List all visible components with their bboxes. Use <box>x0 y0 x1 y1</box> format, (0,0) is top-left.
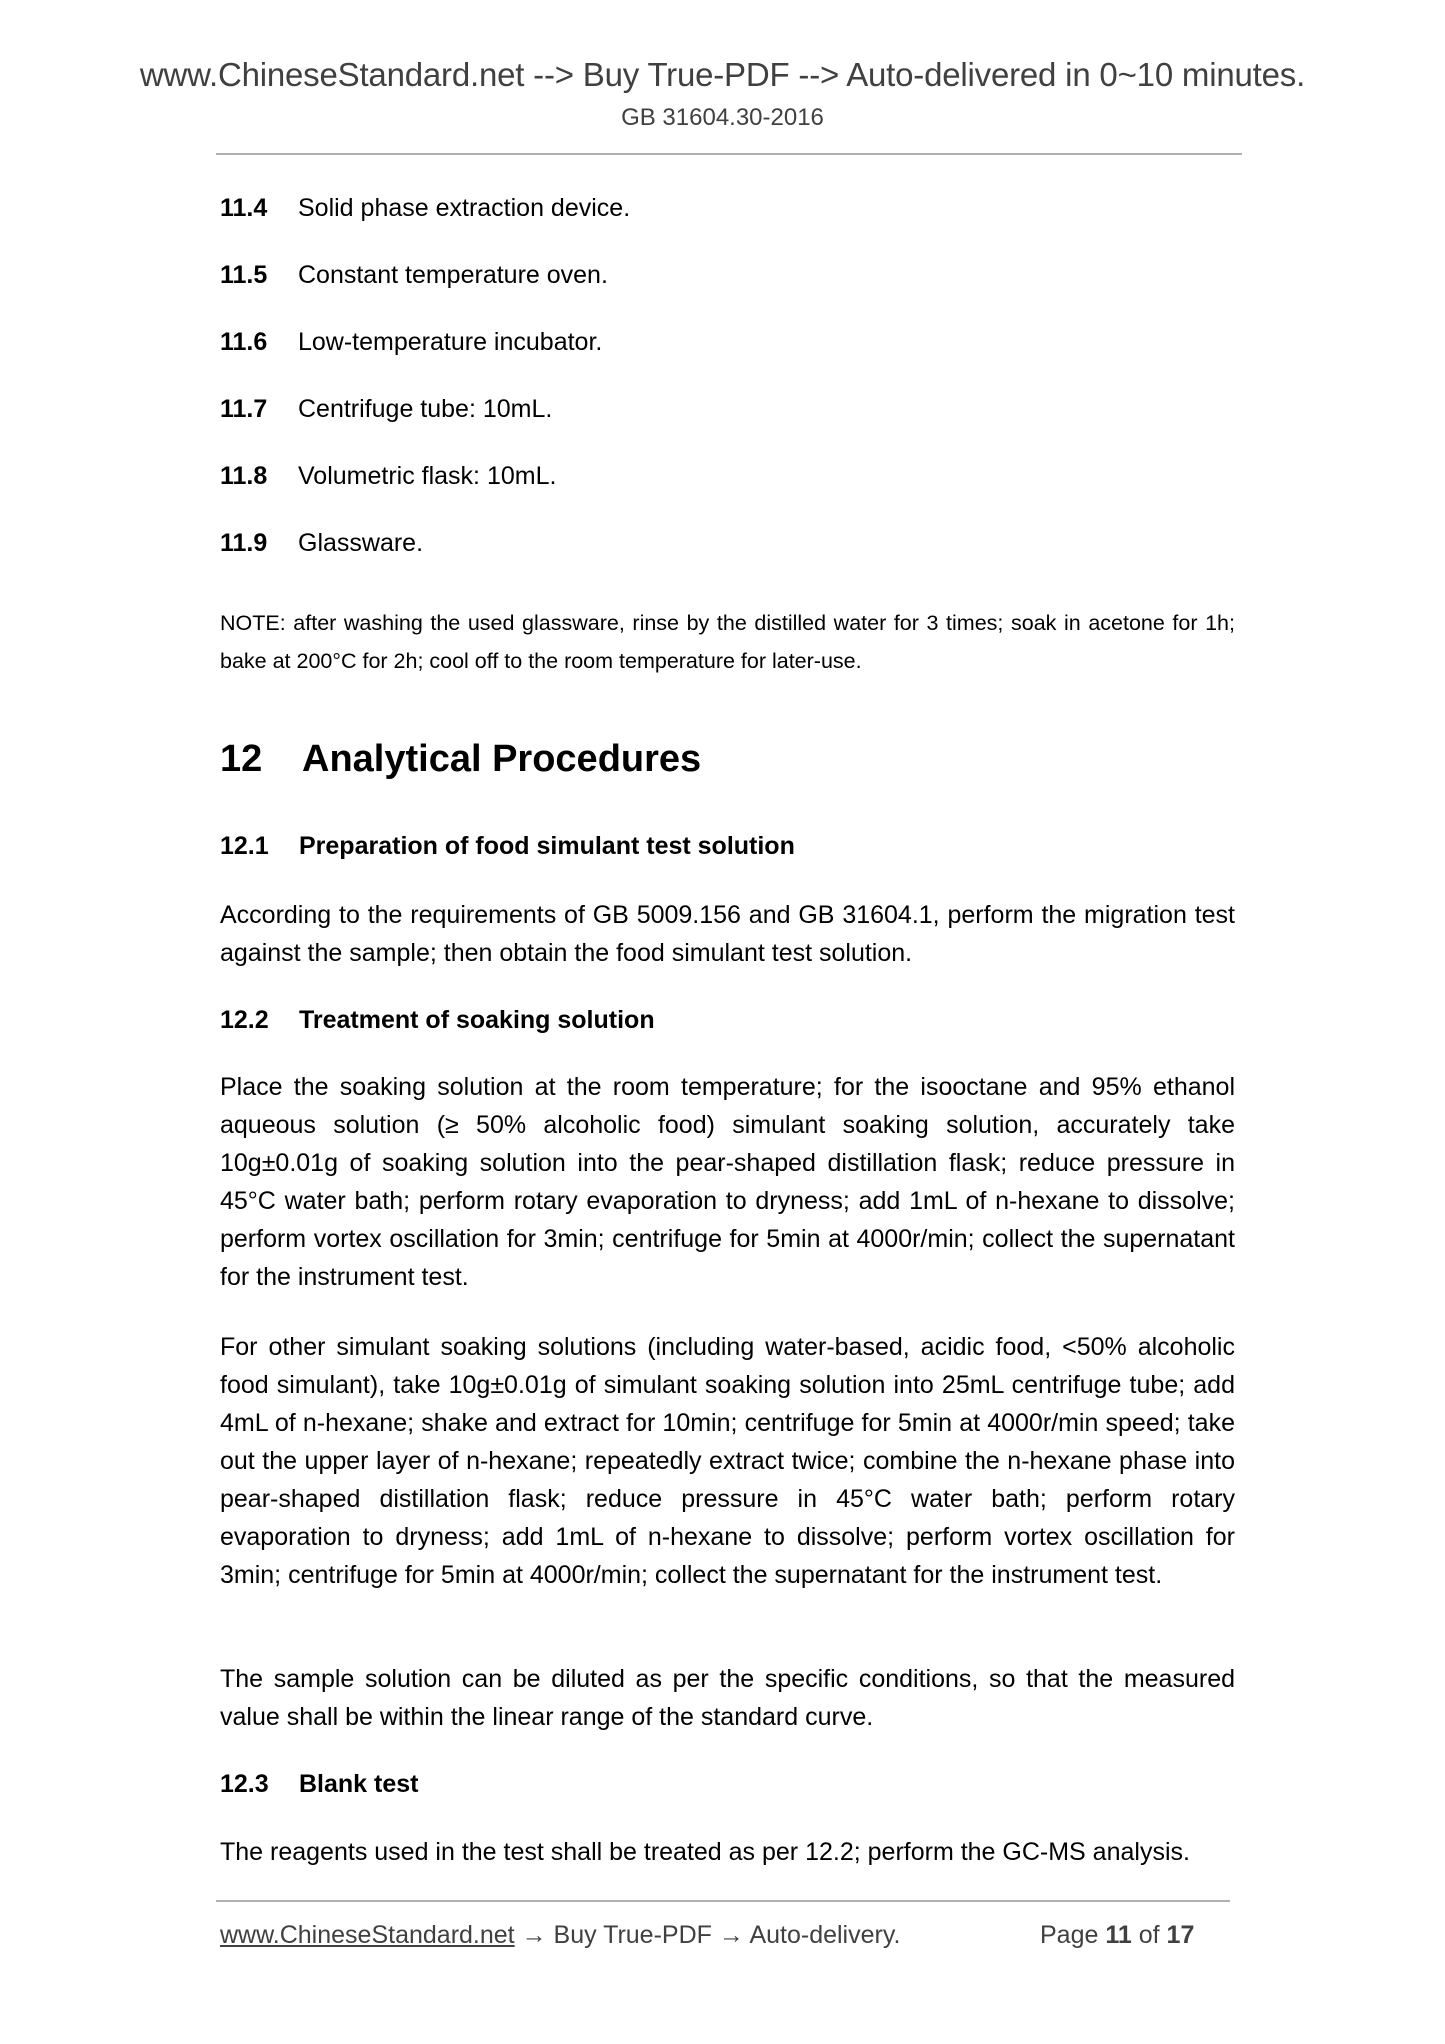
footer-links <box>220 1921 900 1950</box>
delivery-text: Auto-delivery. <box>749 1921 901 1949</box>
footer-divider <box>216 1900 1230 1902</box>
subsection-title: Preparation of food simulant test solution <box>299 832 795 860</box>
paragraph: For other simulant soaking solutions (including water-based, acidic food, <50% alcoholic food simulant), take 10g±0.01g of simulant soaking solution into 25mL centrifuge tube; add 4mL of n-hexane; shake and extract for 10min; centrifuge for 5min at 4000r/min speed; take out the upper layer of n-hexane; repeatedly extract twice; combine the n-hexane phase into pear-shaped distillation flask; reduce pressure in 45°C water bath; perform rotary evaporation to dryness; add 1mL of n-hexane to dissolve; perform vortex oscillation for 3min; centrifuge for 5min at 4000r/min; collect the supernatant for the instrument test. <box>220 1333 1235 1589</box>
subsection-heading-12-3 <box>220 1770 418 1799</box>
page-label: Page <box>1040 1921 1099 1949</box>
subsection-number: 12.1 <box>220 832 269 860</box>
paragraph: Place the soaking solution at the room temperature; for the isooctane and 95% ethanol aqueous solution (≥ 50% alcoholic food) simulant soaking solution, accurately take 10g±0.01g of soaking solution into the pear-shaped distillation flask; reduce pressure in 45°C water bath; perform rotary evaporation to dryness; add 1mL of n-hexane to dissolve; perform vortex oscillation for 3min; centrifuge for 5min at 4000r/min; collect the supernatant for the instrument test. <box>220 1073 1235 1291</box>
item-text: Low-temperature incubator. <box>298 328 603 356</box>
subsection-number: 12.2 <box>220 1006 269 1034</box>
page-indicator <box>1040 1921 1194 1950</box>
paragraph: According to the requirements of GB 5009.156 and GB 31604.1, perform the migration test against the sample; then obtain the food simulant test solution. <box>220 901 1235 967</box>
list-item-11-5 <box>220 261 608 290</box>
item-number: 11.5 <box>220 261 268 289</box>
site-link[interactable]: www.ChineseStandard.net <box>220 1921 515 1949</box>
standard-id: GB 31604.30-2016 <box>621 104 824 131</box>
list-item-11-6 <box>220 328 602 357</box>
item-text: Volumetric flask: 10mL. <box>298 462 557 490</box>
item-text: Glassware. <box>298 529 424 557</box>
item-number: 11.4 <box>220 194 268 222</box>
section-number: 12 <box>220 738 263 780</box>
subsection-title: Blank test <box>299 1770 419 1798</box>
subsection-heading-12-2 <box>220 1006 655 1035</box>
item-text: Centrifuge tube: 10mL. <box>298 395 553 423</box>
item-number: 11.6 <box>220 328 268 356</box>
header-divider <box>216 153 1242 155</box>
item-text: Constant temperature oven. <box>298 261 608 289</box>
item-number: 11.7 <box>220 395 268 423</box>
item-number: 11.8 <box>220 462 268 490</box>
arrow-right-icon: → <box>521 1921 547 1949</box>
page-total: 17 <box>1166 1921 1195 1949</box>
list-item-11-7 <box>220 395 552 424</box>
page-current: 11 <box>1105 1921 1132 1949</box>
item-text: Solid phase extraction device. <box>298 194 631 222</box>
subsection-heading-12-1 <box>220 832 795 861</box>
subsection-number: 12.3 <box>220 1770 269 1798</box>
buy-text: Buy True-PDF <box>553 1921 712 1949</box>
section-heading <box>220 738 701 781</box>
list-item-11-9 <box>220 529 423 558</box>
item-number: 11.9 <box>220 529 268 557</box>
header-banner: www.ChineseStandard.net --> Buy True-PDF --> Auto-delivered in 0~10 minutes. <box>139 56 1306 93</box>
subsection-title: Treatment of soaking solution <box>299 1006 655 1034</box>
glassware-note: NOTE: after washing the used glassware, rinse by the distilled water for 3 times; soak in acetone for 1h; bake at 200°C for 2h; cool off to the room temperature for later-use. <box>220 611 1235 673</box>
section-title: Analytical Procedures <box>302 738 702 780</box>
paragraph: The reagents used in the test shall be treated as per 12.2; perform the GC-MS analysis. <box>220 1838 1190 1866</box>
list-item-11-4 <box>220 194 630 223</box>
paragraph: The sample solution can be diluted as per the specific conditions, so that the measured value shall be within the linear range of the standard curve. <box>220 1665 1235 1731</box>
list-item-11-8 <box>220 462 556 491</box>
arrow-right-icon: → <box>718 1921 744 1949</box>
of-label: of <box>1138 1921 1160 1949</box>
